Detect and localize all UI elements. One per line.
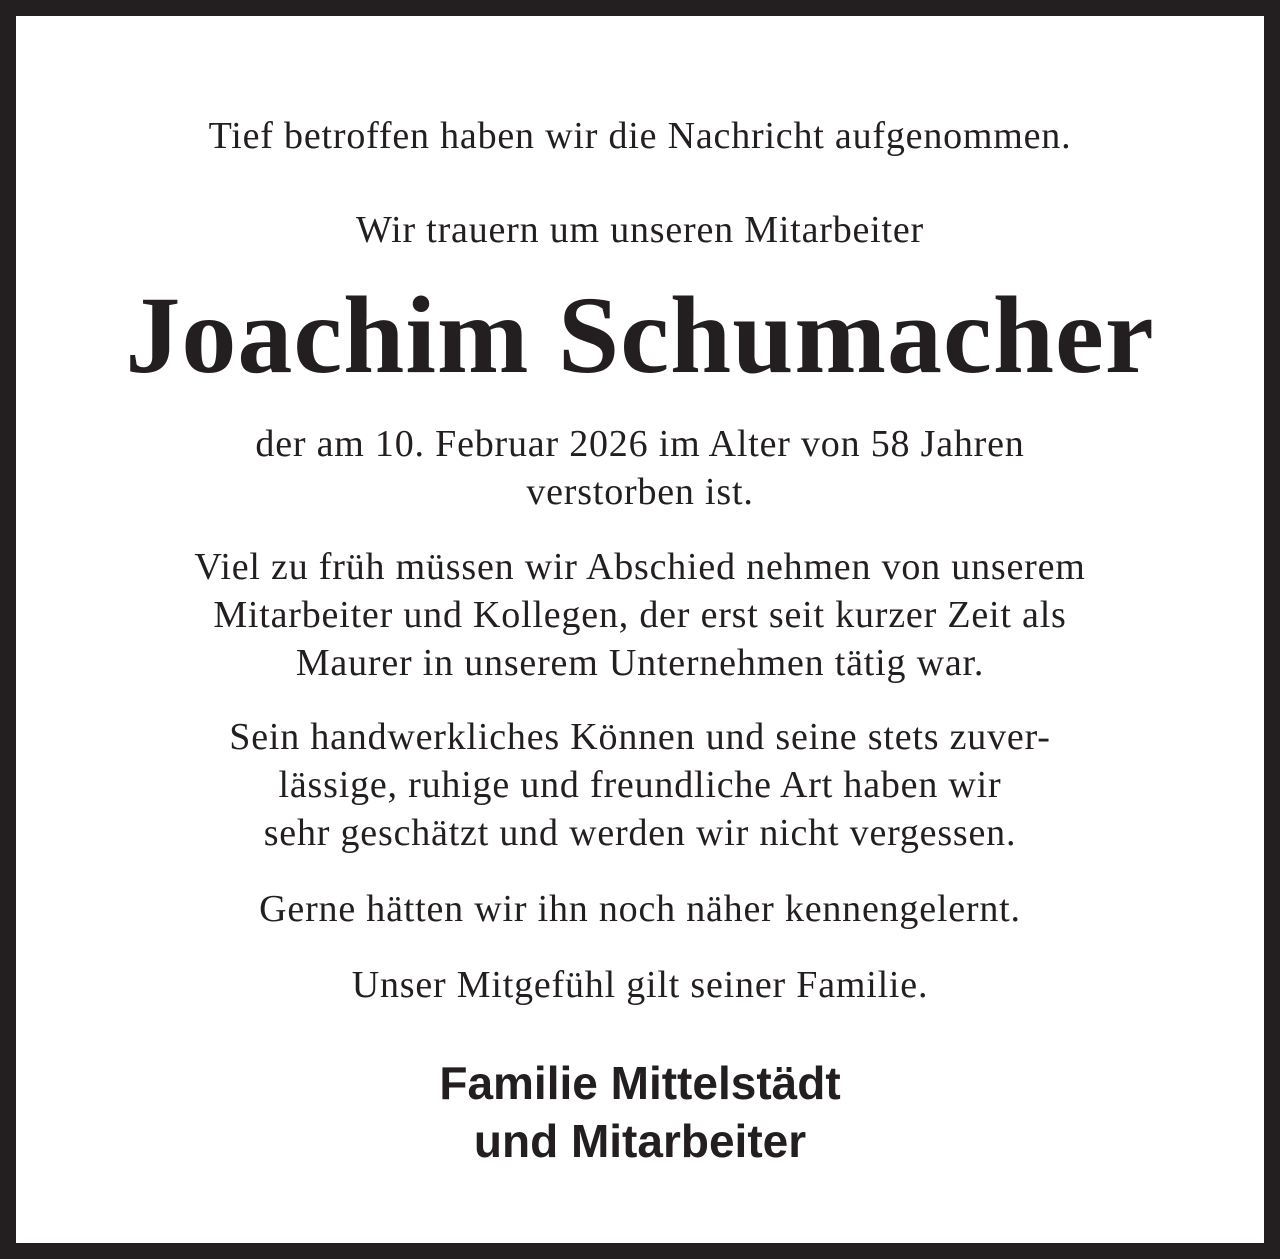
appreciation-line: Sein handwerkliches Können und seine stets zuver- [229,716,1051,758]
appreciation-line: sehr geschätzt und werden wir nicht vergessen. [263,812,1017,854]
signature-line: und Mitarbeiter [473,1115,807,1167]
farewell-line: Maurer in unserem Unternehmen tätig war. [295,642,985,684]
death-line: der am 10. Februar 2026 im Alter von 58 Jahren [255,423,1025,465]
death-statement [16,420,1264,516]
intro-text: Tief betroffen haben wir die Nachricht aufgenommen. [208,115,1072,157]
death-line: verstorben ist. [526,471,754,513]
appreciation-line: lässige, ruhige und freundliche Art haben wir [278,764,1002,806]
farewell-paragraph [16,543,1264,687]
farewell-line: Mitarbeiter und Kollegen, der erst seit kurzer Zeit als [213,594,1067,636]
deceased-name: Joachim Schumacher [125,274,1155,396]
farewell-line: Viel zu früh müssen wir Abschied nehmen von unserem [194,546,1086,588]
signature [16,1054,1264,1170]
signature-line: Familie Mittelstädt [439,1057,841,1109]
regret-text: Gerne hätten wir ihn noch näher kennengelernt. [259,888,1021,930]
appreciation-paragraph [16,713,1264,857]
sympathy-text: Unser Mitgefühl gilt seiner Familie. [351,964,929,1006]
mourning-line: Wir trauern um unseren Mitarbeiter [355,209,924,251]
